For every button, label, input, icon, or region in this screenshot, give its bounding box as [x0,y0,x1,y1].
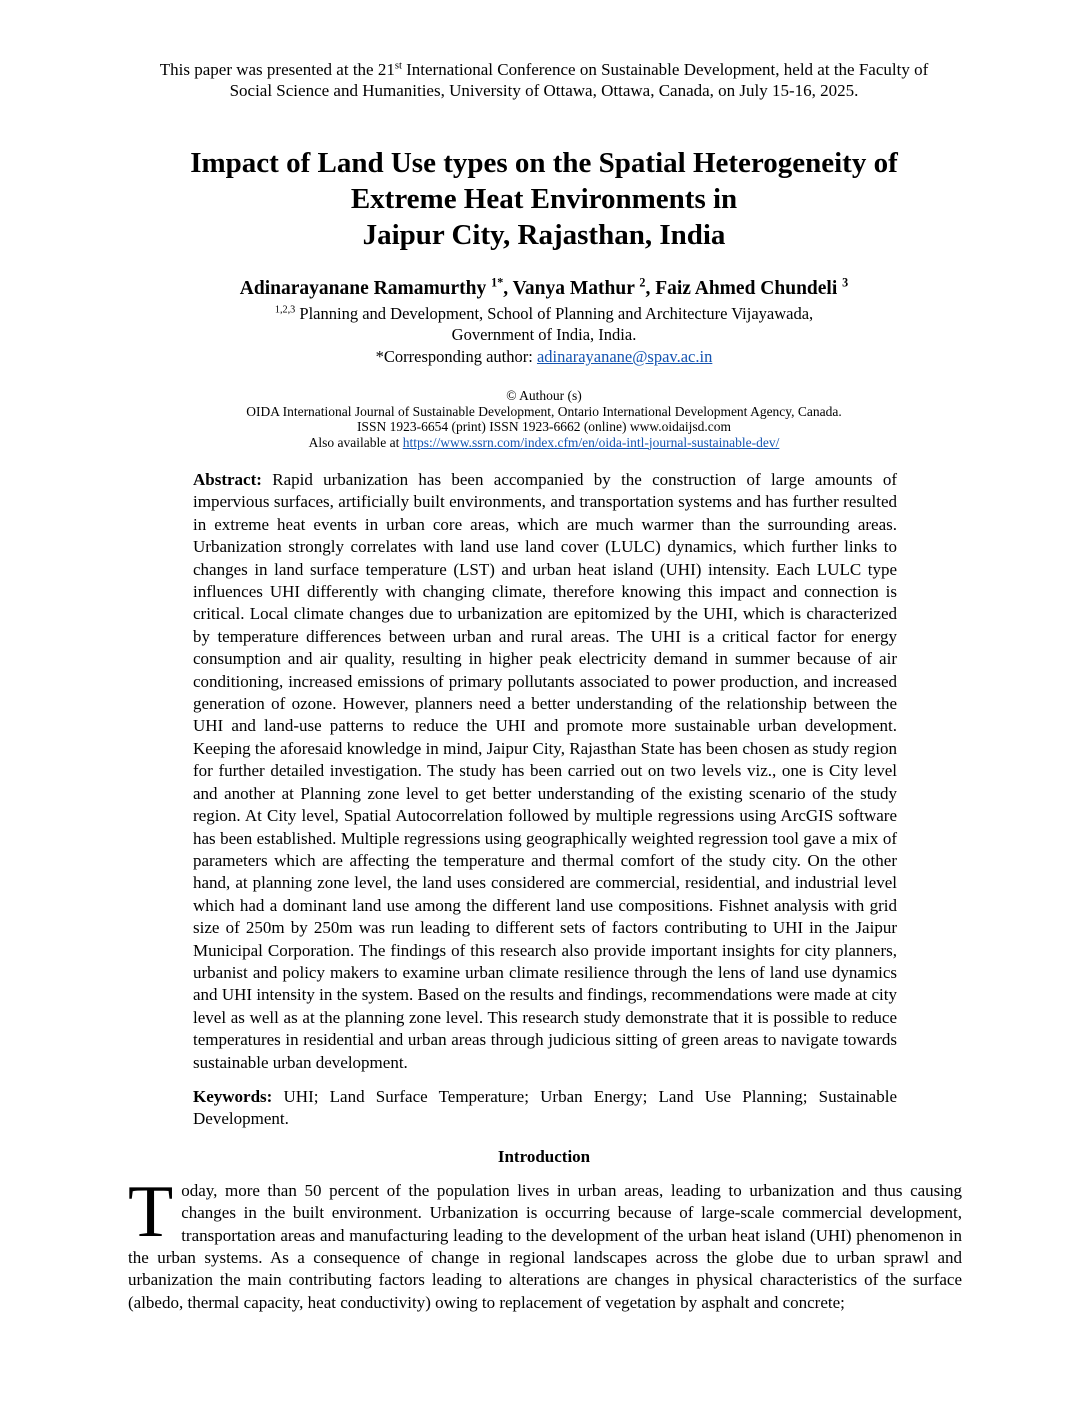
conference-note-superscript: st [394,60,402,72]
author-3: Faiz Ahmed Chundeli [655,278,843,299]
affiliation-line-2: Government of India, India. [451,325,637,344]
author-separator: , [645,278,656,299]
abstract-paragraph [193,469,897,1074]
introduction-heading: Introduction [497,1146,591,1166]
availability-prefix: Also available at [308,434,403,450]
authors-line [0,277,1088,301]
author-separator: , [503,278,513,299]
conference-note-text-rest: International Conference on Sustainable Development, held at the Faculty of Social Science and Humanities, University of Ottawa, Ottawa, Canada, on July 15-16, 2025. [229,60,929,100]
keywords-paragraph [193,1086,897,1131]
drop-cap: T [128,1170,174,1253]
availability-line [0,435,1088,451]
paper-title-line-3: Jaipur City, Rajasthan, India [362,219,726,251]
copyright-line: © Authour (s) [506,388,582,403]
keywords-label: Keywords: [193,1086,273,1106]
author-3-superscript: 3 [842,275,849,290]
corresponding-author-email-link[interactable]: adinarayanane@spav.ac.in [536,347,713,366]
keywords-text: UHI; Land Surface Temperature; Urban Energy; Land Use Planning; Sustainable Development. [193,1086,897,1129]
issn-line: ISSN 1923-6654 (print) ISSN 1923-6662 (online) www.oidaijsd.com [356,419,732,434]
abstract-label: Abstract: [193,470,262,489]
corresponding-author-prefix: *Corresponding author: [375,347,537,366]
publication-info [0,388,1088,450]
conference-note [140,0,948,101]
author-2: Vanya Mathur [512,278,640,299]
introduction-paragraph [128,1170,962,1314]
ssrn-link[interactable]: https://www.ssrn.com/index.cfm/en/oida-intl-journal-sustainable-dev/ [402,434,780,450]
author-2-superscript: 2 [639,275,646,290]
affiliation-line-1 [0,303,1088,324]
affiliation-superscript: 1,2,3 [274,304,296,316]
corresponding-author-line [0,346,1088,367]
author-1: Adinarayanane Ramamurthy [239,278,492,299]
introduction-section [128,1170,962,1314]
author-1-superscript: 1* [491,275,504,290]
affiliation [0,303,1088,345]
paper-title-line-1: Impact of Land Use types on the Spatial Heterogeneity of [190,147,898,179]
paper-title [80,145,1008,253]
abstract-text: Rapid urbanization has been accompanied by the construction of large amounts of impervious surfaces, artificially built environments, and transportation systems and has further resulted in extreme heat events in urban core areas, which are much warmer than the surrounding areas. Urbanization strongly correlates with land use land cover (LULC) dynamics, which further links to changes in land surface temperature (LST) and urban heat island (UHI) intensity. Each LULC type influences UHI differently with changing climate, therefore knowing this impact and connection is critical. Local climate changes due to urbanization are epitomized by the UHI, which is characterized by temperature differences between urban and rural areas. The UHI is a critical factor for energy consumption and air quality, resulting in higher peak electricity demand in summer because of air conditioning, increased emissions of primary pollutants associated to power production, and increased generation of ozone. However, planners need a better understanding of the relationship between the UHI and land-use patterns to reduce the UHI and promote more sustainable urban development. Keeping the aforesaid knowledge in mind, Jaipur City, Rajasthan State has been chosen as study region for further detailed investigation. The study has been carried out on two levels viz., one is City level and another at Planning zone level to get better understanding of the existing scenario of the study region. At City level, Spatial Autocorrelation followed by multiple regressions using ArcGIS software has been established. Multiple regressions using geographically weighted regression tool gave a mix of parameters which are affecting the temperature and thermal comfort of the study city. On the other hand, at planning zone level, the land uses considered are commercial, residential, and industrial level which had a dominant land use among the different land use compositions. Fishnet analysis with grid size of 250m by 250m was run leading to different sets of factors contributing to UHI in the Jaipur Municipal Corporation. The findings of this research also provide important insights for city planners, urbanist and policy makers to examine urban climate resilience through the lens of land use dynamics and UHI intensity in the system. Based on the results and findings, recommendations were made at city level as well as at the planning zone level. This research study demonstrate that it is possible to reduce temperatures in residential and urban areas through judicious sitting of green areas to navigate towards sustainable urban development. [193,470,897,1072]
affiliation-text: Planning and Development, School of Planning and Architecture Vijayawada, [295,304,814,323]
conference-note-text: This paper was presented at the 21 [159,60,395,79]
paper-title-line-2: Extreme Heat Environments in [350,183,738,215]
journal-line: OIDA International Journal of Sustainable Development, Ontario International Development Agency, Canada. [246,403,842,419]
introduction-text: oday, more than 50 percent of the population lives in urban areas, leading to urbanization and thus causing changes in the built environment. Urbanization is occurring because of large-scale commercial development, transportation areas and manufacturing leading to the development of the urban heat island (UHI) phenomenon in the urban systems. As a consequence of change in regional landscapes across the globe due to urban sprawl and urbanization the main contributing factors leading to alterations are changes in physical characteristics of the surface (albedo, thermal capacity, heat conductivity) owing to replacement of vegetation by asphalt and concrete; [128,1180,962,1312]
abstract-section [193,469,897,1131]
